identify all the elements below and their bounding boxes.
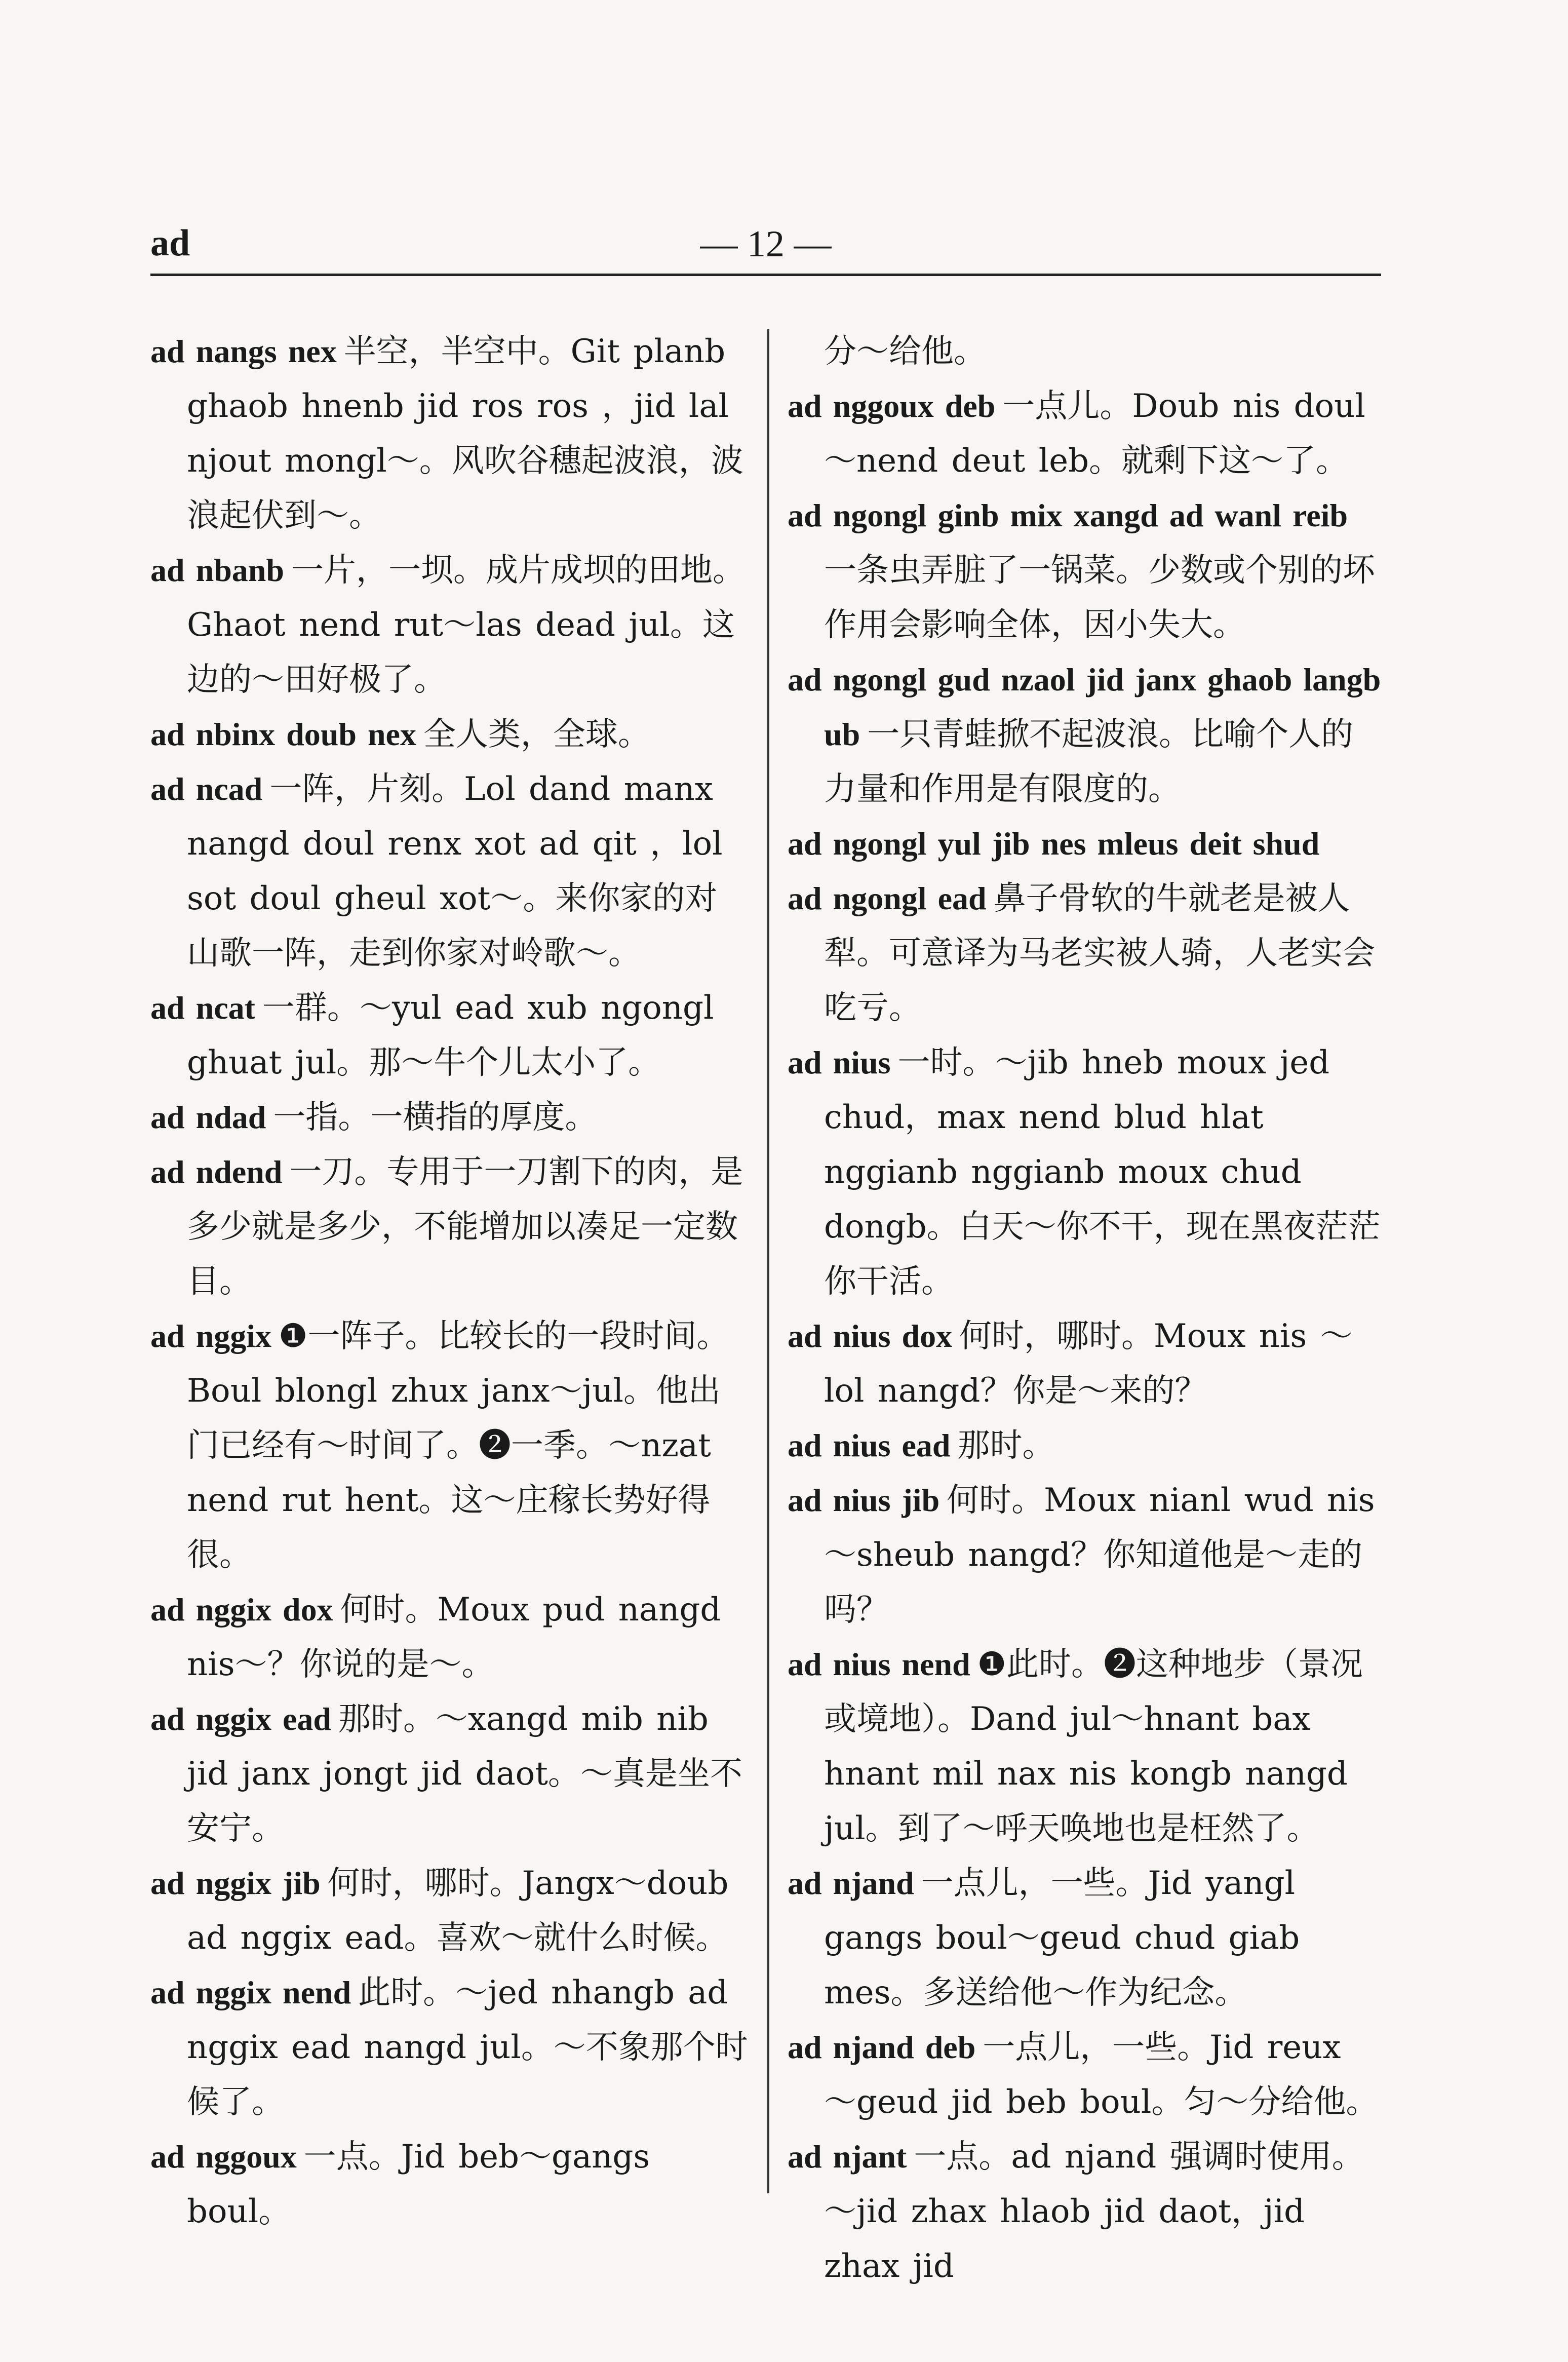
entry-headword: ad ngongl yul jib nes mleus deit shud [788,826,1320,862]
dictionary-entry [150,543,750,707]
entry-headword: ad nggix [150,1318,271,1354]
entry-definition: 一点儿，一些。Jid yangl gangs boul～geud chud giab mes。多送给他～作为纪念。 [824,1865,1300,2011]
entry-definition: 半空，半空中。Git planb ghaob hnenb jid ros ros ，jid lal njout mongl～。风吹谷穗起波浪，波浪起伏到～。 [187,333,743,534]
column-divider [767,329,769,2193]
dictionary-entry [150,324,750,543]
dictionary-entry [788,1418,1381,1473]
entry-headword: ad njant [788,2139,907,2175]
entry-definition: 那时。～xangd mib nib jid janx jongt jid daot。～真是坐不安宁。 [187,1700,742,1847]
entry-definition: 一点。ad njand 强调时使用。～jid zhax hlaob jid daot，jid zhax jid [824,2138,1364,2285]
dictionary-entry [788,1035,1381,1309]
entry-headword: ad nggix ead [150,1701,331,1737]
dictionary-entry [788,488,1381,652]
entry-headword: ad ncat [150,990,255,1026]
entry-headword: ad nggoux [150,2139,297,2175]
entry-definition: 一刀。专用于一刀割下的肉，是多少就是多少，不能增加以凑足一定数目。 [187,1153,743,1300]
entry-definition: 一点。Jid beb～gangs boul。 [187,2138,650,2230]
dictionary-entry [788,2129,1381,2294]
entry-definition: ❶此时。❷这种地步（景况或境地）。Dand jul～hnant bax hnant mil nax nis kongb nangd jul。到了～呼天唤地也是枉然了。 [824,1646,1363,1847]
dictionary-entry [150,1692,750,1856]
dictionary-entry [788,871,1381,1035]
dictionary-entry [150,981,750,1090]
running-headword: ad [150,222,190,264]
entry-headword: ad nggix dox [150,1592,333,1628]
dictionary-entry [150,1965,750,2129]
dictionary-entry [788,379,1381,488]
dictionary-entry [788,1473,1381,1637]
dictionary-entry [788,817,1381,871]
page-number: — 12 — [700,223,832,265]
left-column [150,324,750,2239]
entry-definition: 何时，哪时。Moux nis ～lol nangd？你是～来的？ [824,1318,1353,1410]
entry-headword: ad njand deb [788,2029,976,2065]
entry-headword: ad nbanb [150,552,284,588]
entry-headword: ad ndad [150,1099,266,1135]
entry-definition: 全人类，全球。 [423,716,650,753]
dictionary-entry [788,652,1381,817]
dictionary-entry [150,2129,750,2239]
entry-headword: ad nggoux deb [788,388,996,424]
entry-headword: ad ngongl gud nzaol jid janx ghaob langb ub [788,662,1381,752]
entry-continuation: 分～给他。 [824,333,986,370]
entry-headword: ad nangs nex [150,333,337,369]
entry-headword: ad ndend [150,1154,283,1190]
entry-headword: ad nius jib [788,1482,940,1518]
dictionary-entry [150,762,750,981]
dictionary-entry [150,1090,750,1145]
entry-headword: ad nius nend [788,1646,970,1682]
entry-headword: ad nius dox [788,1318,953,1354]
entry-definition: 一只青蛙掀不起波浪。比喻个人的力量和作用是有限度的。 [824,716,1354,808]
entry-headword: ad njand [788,1865,914,1901]
entry-definition: 何时。Moux pud nangd nis～？你说的是～。 [187,1591,721,1683]
entry-definition: 何时。Moux nianl wud nis ～sheub nangd？你知道他是～走的吗？ [824,1482,1375,1629]
entry-definition: 此时。～jed nhangb ad nggix ead nangd jul。～不象那个时候了。 [187,1974,748,2121]
right-column [788,324,1381,2294]
entry-headword: ad nggix nend [150,1974,351,2010]
dictionary-entry [788,2020,1381,2129]
entry-headword: ad nius [788,1044,891,1080]
entry-definition: 一片，一坝。成片成坝的田地。Ghaot nend rut～las dead jul。这边的～田好极了。 [187,552,745,699]
page-header [150,213,1381,276]
entry-definition: 一阵，片刻。Lol dand manx nangd doul renx xot ad qit ，lol sot doul gheul xot～。来你家的对山歌一阵，走到你家对岭歌～。 [187,770,723,972]
entry-headword: ad ngongl ead [788,880,987,916]
entry-headword: ad nius ead [788,1427,951,1463]
entry-definition: 一点儿。Doub nis doul ～nend deut leb。就剩下这～了。 [824,388,1365,480]
entry-headword: ad ncad [150,771,263,807]
entry-definition: 一指。一横指的厚度。 [273,1099,598,1136]
entry-definition: 一点儿，一些。Jid reux ～geud jid beb boul。匀～分给他。 [824,2029,1379,2121]
dictionary-entry [150,1582,750,1692]
entry-headword: ad nggix jib [150,1865,321,1901]
dictionary-entry [150,1856,750,1965]
dictionary-entry [788,1856,1381,2020]
dictionary-entry [150,707,750,762]
entry-definition: 那时。 [957,1427,1055,1464]
entry-headword: ad nbinx doub nex [150,716,416,752]
dictionary-entry [150,1309,750,1582]
entry-definition: 一群。～yul ead xub ngongl ghuat jul。那～牛个儿太小了。 [187,989,714,1081]
dictionary-entry [788,1637,1381,1856]
entry-definition: ❶一阵子。比较长的一段时间。Boul blongl zhux janx～jul。他出门已经有～时间了。❷一季。～nzat nend rut hent。这～庄稼长势好得很。 [187,1318,729,1574]
entry-definition: 何时，哪时。Jangx～doub ad nggix ead。喜欢～就什么时候。 [187,1865,729,1957]
entry-definition: 一时。～jib hneb moux jed chud，max nend blud hlat nggianb nggianb moux chud dongb。白天～你不干，现在黑夜茫茫你干活。 [824,1044,1381,1300]
entry-headword: ad ngongl ginb mix xangd ad wanl reib [788,497,1348,533]
dictionary-entry [788,1309,1381,1418]
entry-definition: 一条虫弄脏了一锅菜。少数或个别的坏作用会影响全体，因小失大。 [824,552,1375,644]
dictionary-entry [150,1145,750,1309]
entry-definition: 鼻子骨软的牛就老是被人犁。可意译为马老实被人骑，人老实会吃亏。 [824,880,1375,1027]
